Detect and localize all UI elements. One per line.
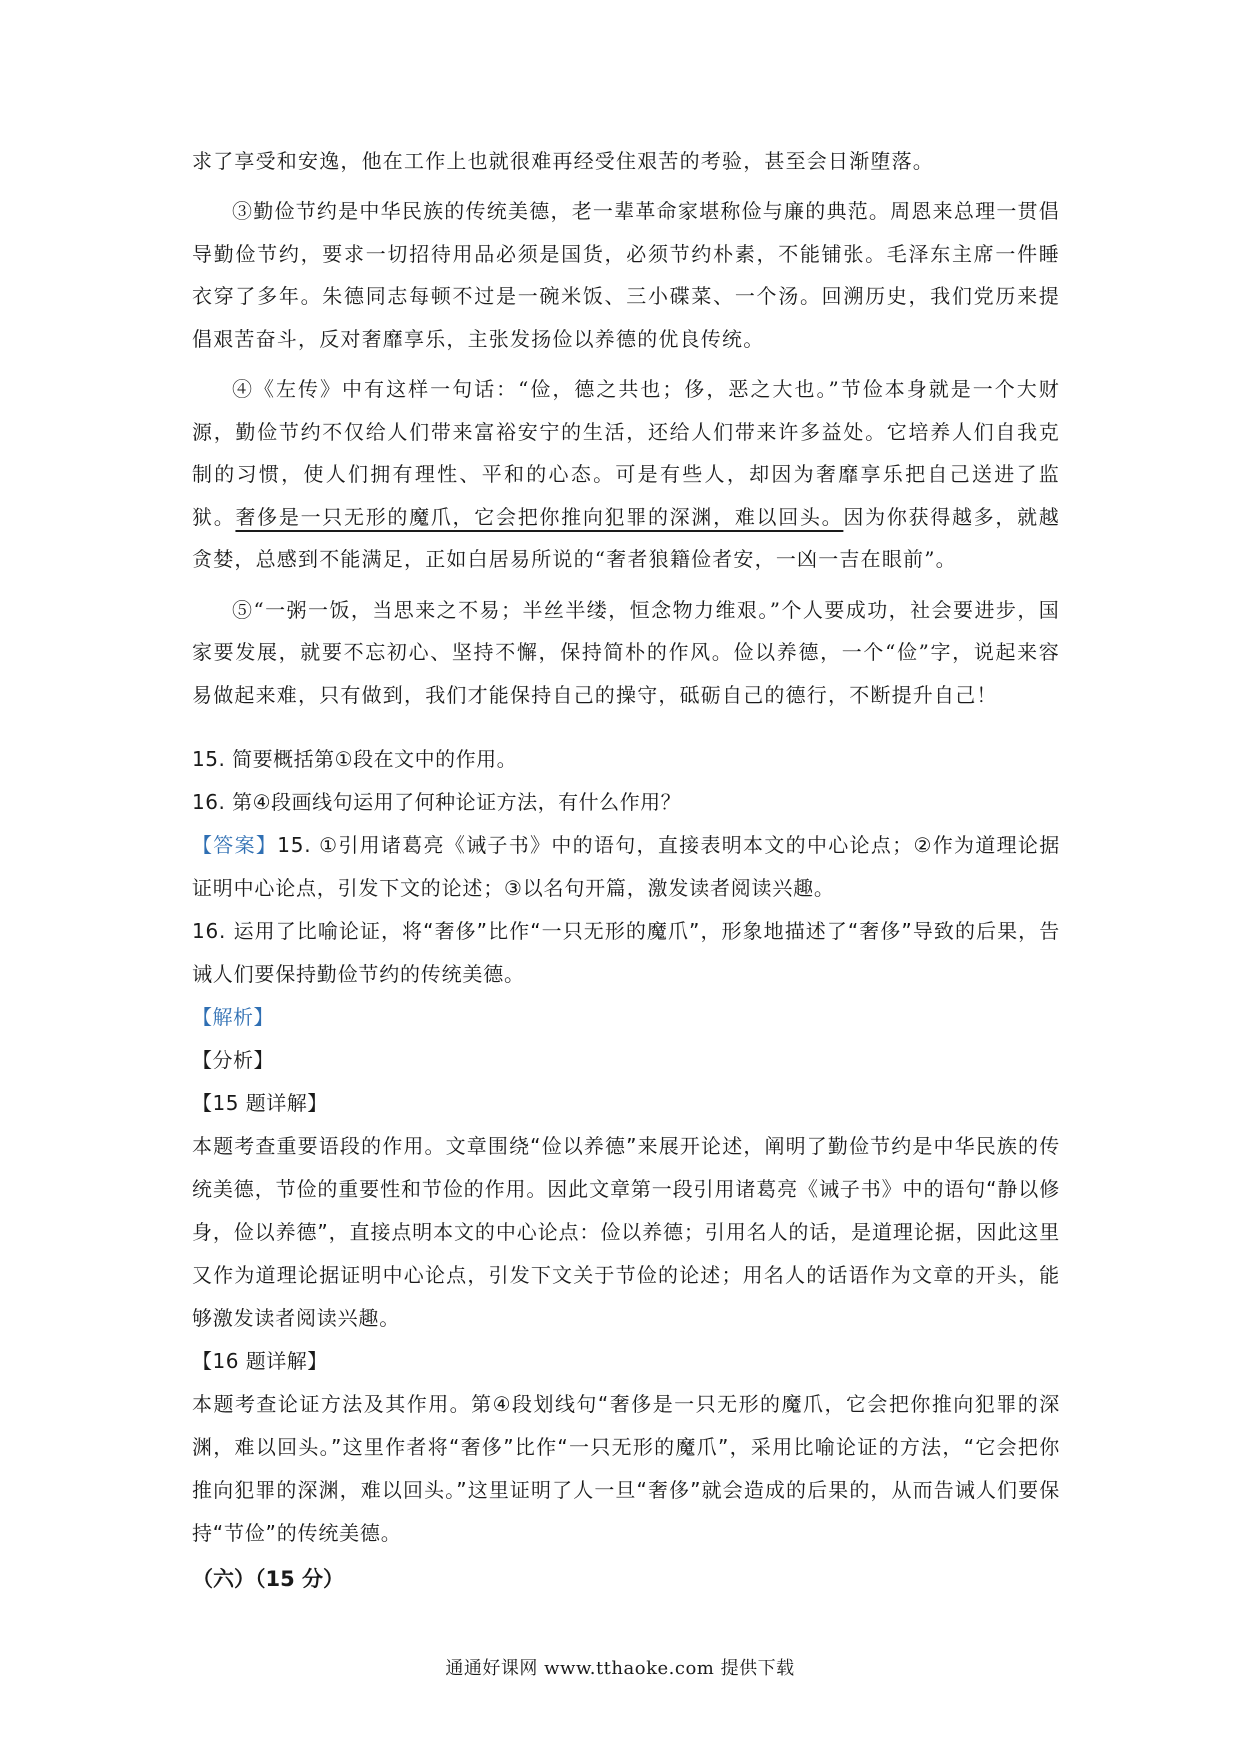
fenxi-label: 【分析】 [192,1048,274,1072]
detail-16-title: 【16 题详解】 [192,1349,328,1373]
document-page [192,140,1060,1601]
paragraph-4-text-after: 因为你获得越多，就越贪婪，总感到不能满足，正如白居易所说的“奢者狼籍俭者安，一凶一吉在眼前”。 [192,504,1061,571]
detail-15-text: 本题考查重要语段的作用。文章围绕“俭以养德”来展开论述，阐明了勤俭节约是中华民族的传统美德，节俭的重要性和节俭的作用。因此文章第一段引用诸葛亮《诫子书》中的语句“静以修身，俭以养德”，直接点明本文的中心论点：俭以养德；引用名人的话，是道理论据，因此这里又作为道理论据证明中心论点，引发下文关于节俭的论述；用名人的话语作为文章的开头，能够激发读者阅读兴趣。 [192,1134,1060,1330]
underlined-sentence: 奢侈是一只无形的魔爪，它会把你推向犯罪的深渊，难以回头。 [235,504,844,529]
answer-16: 16. 运用了比喻论证，将“奢侈”比作“一只无形的魔爪”，形象地描述了“奢侈”导致的后果，告诫人们要保持勤俭节约的传统美德。 [192,919,1060,986]
section-heading: （六）（15 分） [192,1567,345,1591]
paragraph-4-text-before: ④《左传》中有这样一句话：“俭，德之共也；侈，恶之大也。”节俭本身就是一个大财源，勤俭节约不仅给人们带来富裕安宁的生活，还给人们带来许多益处。它培养人们自我克制的习惯，使人们拥有理性、平和的心态。可是有些人，却因为奢靡享乐把自己送进了监狱。 [192,377,1060,529]
analysis-tag: 【解析】 [192,1005,274,1029]
footer-credit: 通通好课网 www.tthaoke.com 提供下载 [445,1658,795,1679]
paragraph-4 [192,368,1060,581]
question-16: 16. 第④段画线句运用了何种论证方法，有什么作用？ [192,790,682,814]
detail-16-text: 本题考查论证方法及其作用。第④段划线句“奢侈是一只无形的魔爪，它会把你推向犯罪的深渊，难以回头。”这里作者将“奢侈”比作“一只无形的魔爪”，采用比喻论证的方法，“它会把你推向犯罪的深渊，难以回头。”这里证明了人一旦“奢侈”就会造成的后果的，从而告诫人们要保持“节俭”的传统美德。 [192,1392,1060,1545]
paragraph-5: ⑤“一粥一饭，当思来之不易；半丝半缕，恒念物力维艰。”个人要成功，社会要进步，国家要发展，就要不忘初心、坚持不懈，保持简朴的作风。俭以养德，一个“俭”字，说起来容易做起来难，只有做到，我们才能保持自己的操守，砥砺自己的德行，不断提升自己！ [192,597,1060,707]
answer-15-text: 15. ①引用诸葛亮《诫子书》中的语句，直接表明本文的中心论点；②作为道理论据证明中心论点，引发下文的论述；③以名句开篇，激发读者阅读兴趣。 [192,833,1060,900]
answer-15 [192,824,1060,910]
detail-15-title: 【15 题详解】 [192,1091,328,1115]
question-15: 15. 简要概括第①段在文中的作用。 [192,747,518,771]
answer-tag: 【答案】 [192,833,278,857]
paragraph-2-tail: 求了享受和安逸，他在工作上也就很难再经受住艰苦的考验，甚至会日渐堕落。 [192,149,934,173]
paragraph-3: ③勤俭节约是中华民族的传统美德，老一辈革命家堪称俭与廉的典范。周恩来总理一贯倡导勤俭节约，要求一切招待用品必须是国货，必须节约朴素，不能铺张。毛泽东主席一件睡衣穿了多年。朱德同志每顿不过是一碗米饭、三小碟菜、一个汤。回溯历史，我们党历来提倡艰苦奋斗，反对奢靡享乐，主张发扬俭以养德的优良传统。 [192,199,1060,351]
